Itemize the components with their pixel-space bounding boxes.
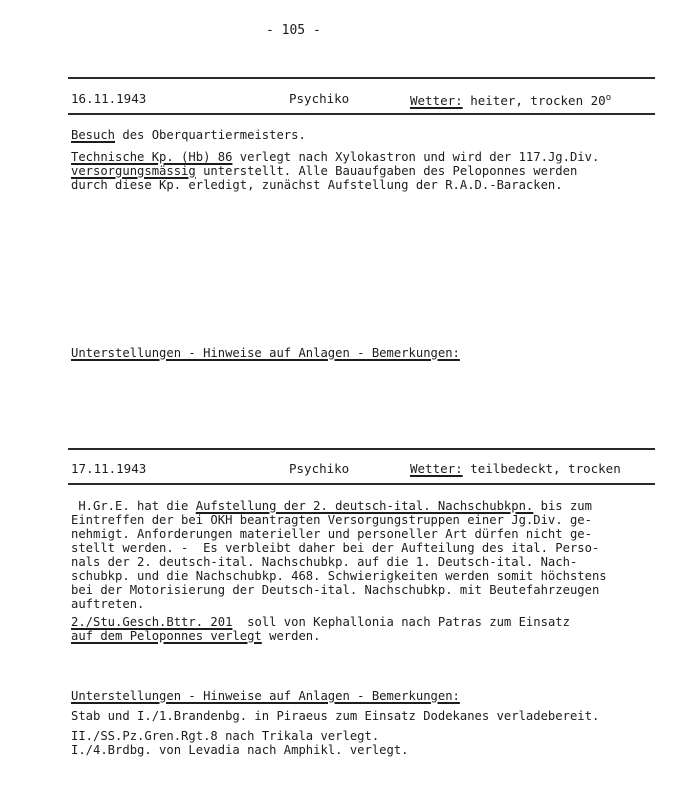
remarks-heading-text: Unterstellungen - Hinweise auf Anlagen - Bemerkungen:	[71, 346, 460, 360]
text-run: soll von Kephallonia nach Patras zum Einsatz	[232, 615, 570, 629]
text-line	[71, 164, 577, 179]
text-line: nehmigt. Anforderungen materieller und personeller Art dürfen nicht ge-	[71, 527, 592, 541]
entry-place: Psychiko	[289, 91, 350, 106]
unit-label: 2./Stu.Gesch.Bttr. 201	[71, 615, 233, 629]
text-line: Eintreffen der bei OKH beantragten Versorgungstruppen einer Jg.Div. ge-	[71, 513, 592, 527]
text-run: verlegt nach Xylokastron und wird der 117.Jg.Div.	[232, 150, 600, 164]
underlined-phrase: auf dem Peloponnes verlegt	[71, 629, 262, 643]
header-rule-top	[68, 448, 655, 450]
remark-line: I./4.Brdbg. von Levadia nach Amphikl. verlegt.	[71, 743, 409, 757]
underlined-word: versorgungsmässig	[71, 164, 196, 178]
weather-label: Wetter:	[410, 93, 463, 109]
unit-label: Technische Kp. (Hb) 86	[71, 150, 233, 164]
text-line	[71, 150, 599, 165]
text-line: auftreten.	[71, 597, 145, 611]
text-line	[71, 629, 320, 644]
remark-line: Stab und I./1.Brandenbg. in Piraeus zum Einsatz Dodekanes verladebereit.	[71, 709, 600, 723]
text-line: schubkp. und die Nachschubkp. 468. Schwierigkeiten werden somit höchstens	[71, 569, 607, 583]
entry-date: 17.11.1943	[71, 461, 147, 476]
weather-degree: o	[605, 93, 612, 103]
text-line: bei der Motorisierung der Deutsch-ital. Nachschubkp. mit Beutefahrzeugen	[71, 583, 600, 597]
header-rule-bottom	[68, 483, 655, 485]
text-line: nals der 2. deutsch-ital. Nachschubkp. auf die 1. Deutsch-ital. Nach-	[71, 555, 578, 569]
remark-line: II./SS.Pz.Gren.Rgt.8 nach Trikala verlegt.	[71, 729, 380, 743]
text-run: unterstellt. Alle Bauaufgaben des Peloponnes werden	[195, 164, 578, 178]
remarks-heading	[71, 346, 460, 361]
remarks-heading	[71, 689, 460, 704]
header-rule-top	[68, 77, 655, 79]
visit-text: des Oberquartiermeisters.	[115, 128, 306, 142]
visit-label: Besuch	[71, 128, 116, 142]
weather-line	[410, 461, 621, 476]
text-run: H.Gr.E. hat die	[71, 499, 196, 513]
weather-text: heiter, trocken 20	[470, 93, 606, 109]
visit-line	[71, 128, 306, 143]
text-line: stellt werden. - Es verbleibt daher bei der Aufteilung des ital. Perso-	[71, 541, 600, 555]
text-line	[71, 499, 592, 514]
weather-label: Wetter:	[410, 461, 463, 476]
remarks-heading-text: Unterstellungen - Hinweise auf Anlagen - Bemerkungen:	[71, 689, 460, 703]
text-line	[71, 615, 570, 630]
text-run: bis zum	[533, 499, 592, 513]
weather-line	[410, 91, 611, 108]
entry-place: Psychiko	[289, 461, 350, 476]
page-number: - 105 -	[266, 23, 321, 38]
text-line: durch diese Kp. erledigt, zunächst Aufstellung der R.A.D.-Baracken.	[71, 178, 563, 192]
underlined-phrase: Aufstellung der 2. deutsch-ital. Nachschubkpn.	[195, 499, 534, 513]
text-run: werden.	[261, 629, 321, 643]
entry-date: 16.11.1943	[71, 91, 147, 106]
header-rule-bottom	[68, 113, 655, 115]
weather-text: teilbedeckt, trocken	[470, 461, 621, 476]
